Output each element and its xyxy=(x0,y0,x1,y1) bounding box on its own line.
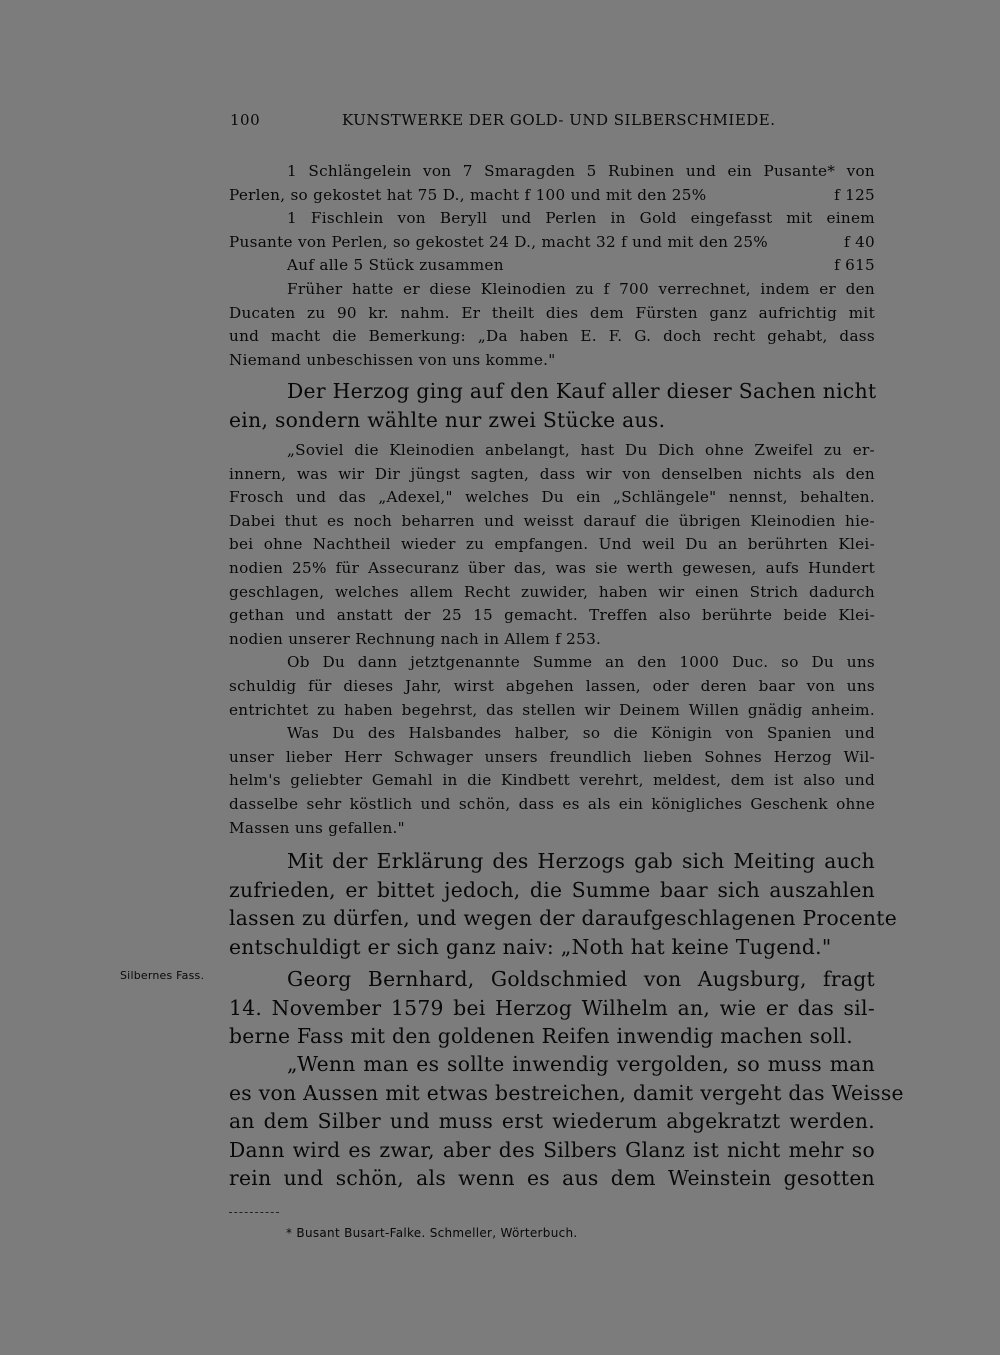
paragraph-line: Ducaten zu 90 kr. nahm. Er theilt dies dem Fürsten ganz aufrichtig mit xyxy=(229,303,875,322)
paragraph-line: lassen zu dürfen, und wegen der daraufgeschlagenen Procente xyxy=(229,906,898,931)
paragraph-line: und macht die Bemerkung: „Da haben E. F. G. doch recht gehabt, dass xyxy=(229,327,875,346)
paragraph-line: rein und schön, als wenn es aus dem Weinstein gesotten xyxy=(229,1166,875,1191)
page-number: 100 xyxy=(230,111,261,129)
paragraph-line: Mit der Erklärung des Herzogs gab sich Meiting auch xyxy=(287,849,875,873)
quote-line: Massen uns gefallen." xyxy=(229,818,405,837)
footnote: * Busant Busart-Falke. Schmeller, Wörterbuch. xyxy=(286,1226,578,1240)
paragraph-line: ein, sondern wählte nur zwei Stücke aus. xyxy=(229,407,666,432)
quote-line: „Soviel die Kleinodien anbelangt, hast Du Dich ohne Zweifel zu er- xyxy=(287,441,875,459)
inventory-item-line xyxy=(229,231,875,255)
inventory-item-amount: f 125 xyxy=(834,185,875,204)
inventory-total-line xyxy=(229,254,875,278)
quote-line: Was Du des Halsbandes halber, so die Königin von Spanien und xyxy=(287,724,875,743)
quoted-letter xyxy=(229,439,875,840)
paragraph-line: Früher hatte er diese Kleinodien zu f 700 verrechnet, indem er den xyxy=(287,279,875,298)
inventory-item-text: Pusante von Perlen, so gekostet 24 D., macht 32 f und mit den 25% xyxy=(229,232,769,251)
inventory-total-amount: f 615 xyxy=(834,256,875,275)
body-paragraph xyxy=(229,1050,904,1193)
quote-line: dasselbe sehr köstlich und schön, dass es als ein königliches Geschenk ohne xyxy=(229,794,875,813)
inventory-item-amount: f 40 xyxy=(844,232,875,251)
paragraph-line: an dem Silber und muss erst wiederum abgekratzt werden. xyxy=(229,1109,875,1134)
paragraph-line: Georg Bernhard, Goldschmied von Augsburg, fragt xyxy=(287,967,875,991)
paragraph-line: „Wenn man es sollte inwendig vergolden, so muss man xyxy=(287,1052,875,1076)
quote-line: unser lieber Herr Schwager unsers freundlich lieben Sohnes Herzog Wil- xyxy=(229,747,875,766)
body-paragraph xyxy=(229,965,875,1051)
inventory-total-text: Auf alle 5 Stück zusammen xyxy=(287,256,504,275)
footnote-rule xyxy=(229,1212,279,1213)
quote-line: gethan und anstatt der 25 15 gemacht. Treffen also berührte beide Klei- xyxy=(229,606,875,625)
quote-line: nodien unserer Rechnung nach in Allem f 253. xyxy=(229,629,602,648)
inventory-item-line xyxy=(229,184,875,208)
inventory-item-line: 1 Schlängelein von 7 Smaragden 5 Rubinen und ein Pusante* von xyxy=(287,162,875,180)
margin-note: Silbernes Fass. xyxy=(120,969,205,982)
paragraph-line: 14. November 1579 bei Herzog Wilhelm an, wie er das sil- xyxy=(229,995,875,1020)
inventory-item-text: Perlen, so gekostet hat 75 D., macht f 100 und mit den 25% xyxy=(229,185,707,204)
paragraph-line: es von Aussen mit etwas bestreichen, damit vergeht das Weisse xyxy=(229,1080,904,1105)
paragraph-line: Dann wird es zwar, aber des Silbers Glanz ist nicht mehr so xyxy=(229,1137,875,1162)
quote-line: geschlagen, welches allem Recht zuwider, haben wir einen Strich dadurch xyxy=(229,582,875,601)
paragraph-line: entschuldigt er sich ganz naiv: „Noth hat keine Tugend." xyxy=(229,934,832,959)
inventory-list xyxy=(229,160,875,372)
body-paragraph xyxy=(229,847,898,961)
quote-line: helm's geliebter Gemahl in die Kindbett verehrt, meldest, dem ist also und xyxy=(229,771,875,790)
quote-line: Frosch und das „Adexel," welches Du ein „Schlängele" nennst, behalten. xyxy=(229,488,875,507)
paragraph-line: Der Herzog ging auf den Kauf aller dieser Sachen nicht xyxy=(287,379,877,403)
inventory-item-line: 1 Fischlein von Beryll und Perlen in Gold eingefasst mit einem xyxy=(287,209,875,228)
quote-line: Ob Du dann jetztgenannte Summe an den 1000 Duc. so Du uns xyxy=(287,653,875,672)
quote-line: nodien 25% für Assecuranz über das, was sie werth gewesen, aufs Hundert xyxy=(229,558,875,577)
quote-line: entrichtet zu haben begehrst, das stellen wir Deinem Willen gnädig anheim. xyxy=(229,700,875,719)
quote-line: bei ohne Nachtheil wieder zu empfangen. Und weil Du an berührten Klei- xyxy=(229,535,875,554)
quote-line: innern, was wir Dir jüngst sagten, dass wir von denselben nichts als den xyxy=(229,464,875,483)
running-title: KUNSTWERKE DER GOLD- UND SILBERSCHMIEDE. xyxy=(342,111,776,129)
quote-line: Dabei thut es noch beharren und weisst darauf die übrigen Kleinodien hie- xyxy=(229,511,875,530)
paragraph-line: berne Fass mit den goldenen Reifen inwendig machen soll. xyxy=(229,1024,854,1049)
quote-line: schuldig für dieses Jahr, wirst abgehen lassen, oder deren baar von uns xyxy=(229,676,875,695)
paragraph-line: zufrieden, er bittet jedoch, die Summe baar sich auszahlen xyxy=(229,877,875,902)
body-paragraph xyxy=(229,377,875,434)
paragraph-line: Niemand unbeschissen von uns komme." xyxy=(229,350,556,369)
